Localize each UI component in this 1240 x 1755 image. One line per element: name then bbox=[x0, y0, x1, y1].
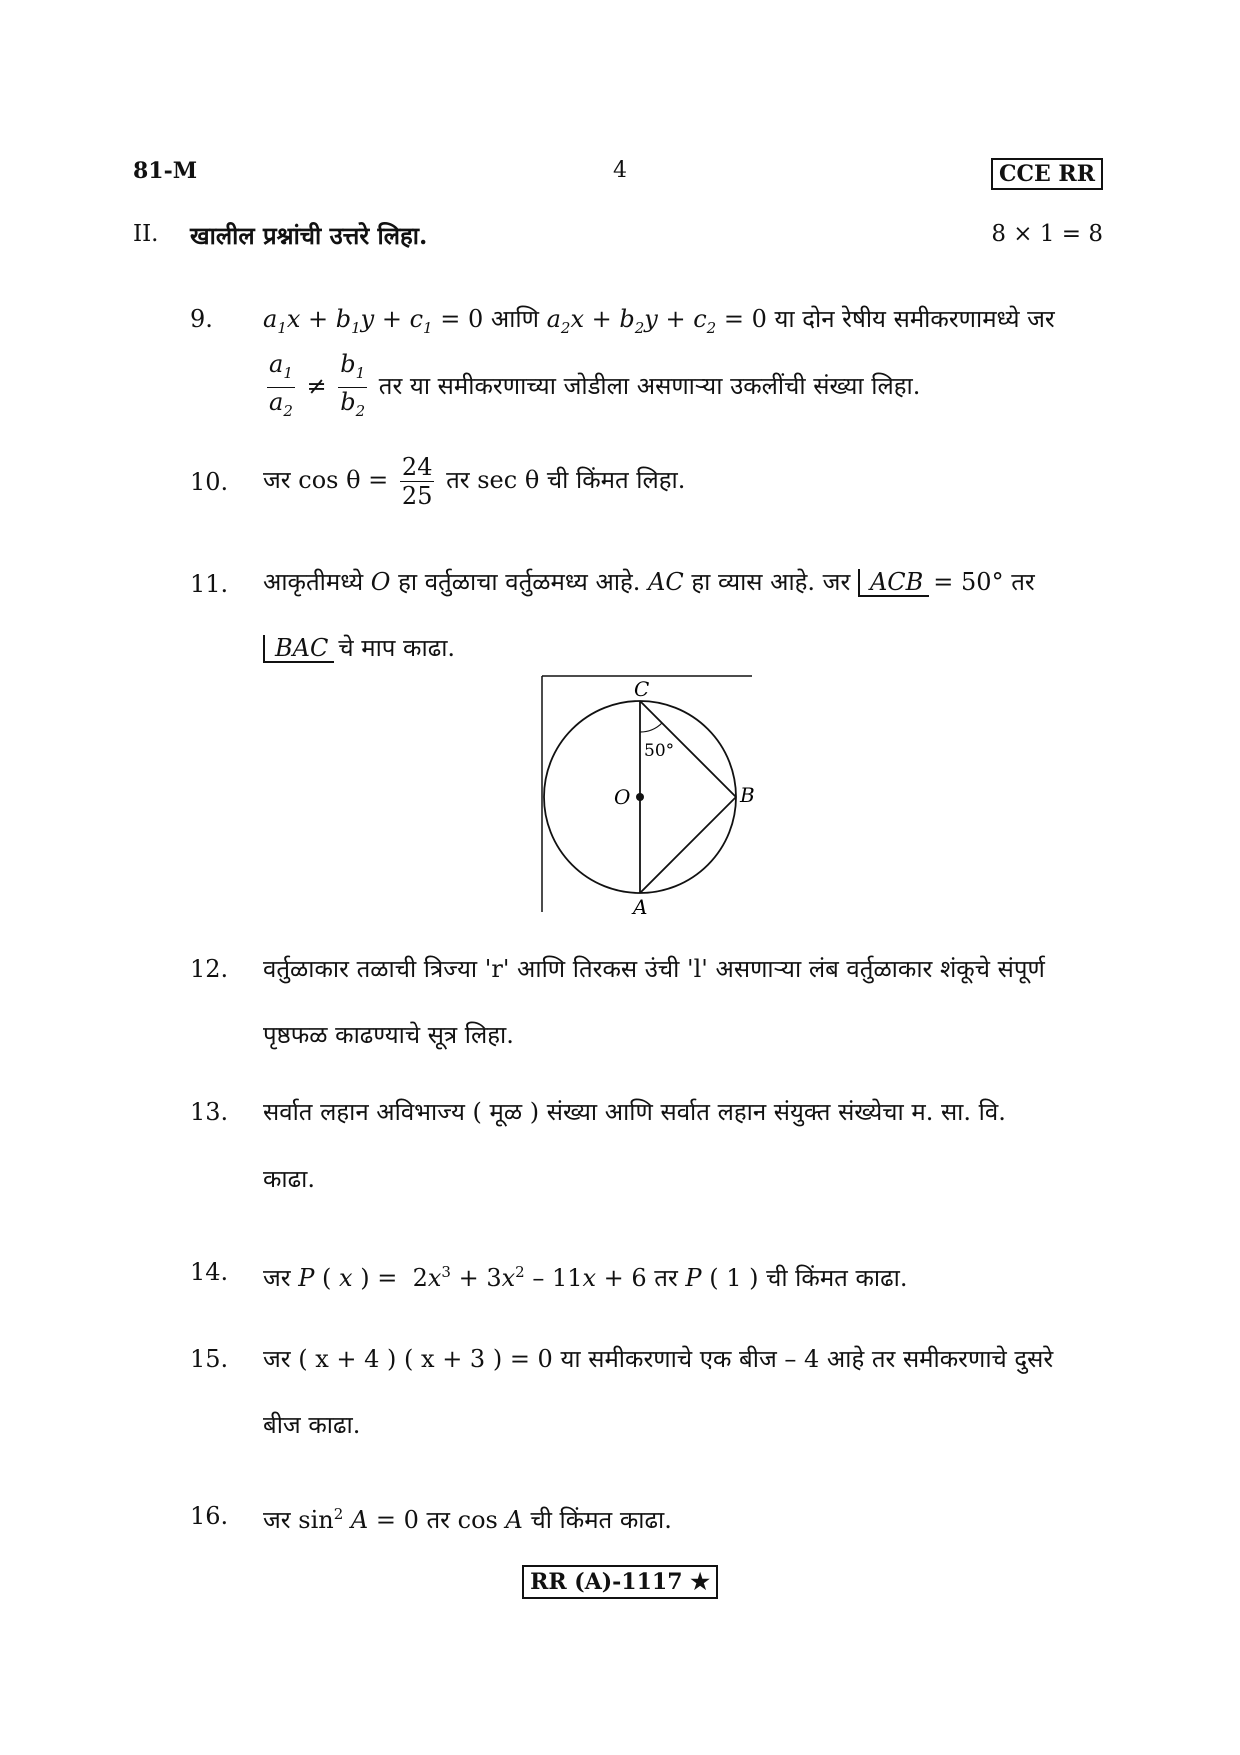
question-number-10: 10. bbox=[190, 468, 229, 496]
question-16-text: जर $\sin^2 A = 0$ तर cos A ची किंमत काढा. bbox=[263, 1505, 672, 1534]
page-number: 4 bbox=[613, 158, 627, 183]
label-o: O bbox=[614, 785, 631, 809]
angle-arc bbox=[640, 723, 662, 732]
question-10-text: जर cos θ = $\frac{24}{25}$ तर sec θ ची किंमत लिहा. bbox=[263, 453, 686, 510]
question-14-text: जर P ( x ) = $2x^3 + 3x^2 - 11x + 6$ तर P ( 1 ) ची किंमत काढा. bbox=[263, 1263, 908, 1292]
footer-code: RR (A)-1117 ★ bbox=[0, 1565, 1240, 1599]
question-9-line2: $\frac{a_1}{a_2}$ ≠ $\frac{b_1}{b_2}$ तर या समीकरणाच्या जोडीला असणाऱ्या उकलींची संख्या लिहा. bbox=[269, 350, 921, 420]
label-c: C bbox=[634, 677, 650, 701]
question-12-line1: वर्तुळाकार तळाची त्रिज्या 'r' आणि तिरकस उंची 'l' असणाऱ्या लंब वर्तुळाकार शंकूचे संपूर्ण bbox=[263, 955, 1045, 983]
section-marks: 8 × 1 = 8 bbox=[991, 221, 1103, 247]
question-11-line2: BAC चे माप काढा. bbox=[263, 632, 1103, 664]
question-11-line1: आकृतीमध्ये O हा वर्तुळाचा वर्तुळमध्य आहे. AC हा व्यास आहे. जर ACB = 50° तर bbox=[263, 568, 1035, 596]
chord-ab bbox=[640, 797, 736, 893]
question-13-line2: काढा. bbox=[263, 1165, 316, 1193]
scheme-badge: CCE RR bbox=[991, 158, 1103, 190]
angle-label: 50° bbox=[644, 741, 675, 761]
centre-point bbox=[636, 793, 644, 801]
question-9-line1: $a_1x + b_1y + c_1 = 0$ आणि $a_2x + b_2y + c_2 = 0$ या दोन रेषीय समीकरणामध्ये जर bbox=[263, 305, 1055, 337]
paper-code: 81-M bbox=[133, 158, 198, 184]
question-15-line1: जर ( x + 4 ) ( x + 3 ) = 0 या समीकरणाचे एक बीज – 4 आहे तर समीकरणाचे दुसरे bbox=[263, 1345, 1054, 1373]
label-b: B bbox=[740, 783, 755, 807]
question-number-11: 11. bbox=[190, 570, 229, 598]
circle-figure bbox=[540, 672, 760, 917]
label-a: A bbox=[633, 895, 648, 917]
question-number-16: 16. bbox=[190, 1502, 229, 1530]
question-number-9: 9. bbox=[190, 305, 213, 333]
question-number-15: 15. bbox=[190, 1345, 229, 1373]
question-13-line1: सर्वात लहान अविभाज्य ( मूळ ) संख्या आणि सर्वात लहान संयुक्त संख्येचा म. सा. वि. bbox=[263, 1098, 1006, 1126]
section-title: खालील प्रश्नांची उत्तरे लिहा. bbox=[190, 221, 428, 250]
question-12-line2: पृष्ठफळ काढण्याचे सूत्र लिहा. bbox=[263, 1021, 514, 1049]
question-number-13: 13. bbox=[190, 1098, 229, 1126]
question-15-line2: बीज काढा. bbox=[263, 1411, 361, 1439]
question-number-12: 12. bbox=[190, 955, 229, 983]
section-number: II. bbox=[133, 221, 159, 247]
question-number-14: 14. bbox=[190, 1258, 229, 1286]
